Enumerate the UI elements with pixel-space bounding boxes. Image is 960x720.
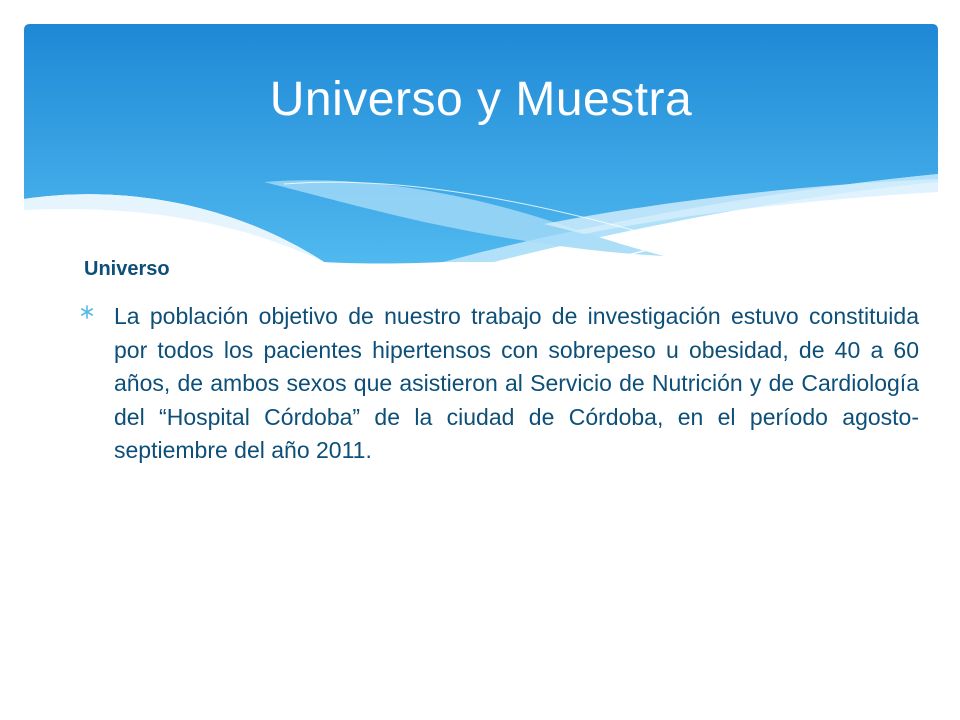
section-heading: Universo [84,258,170,280]
asterisk-bullet-icon [80,305,100,325]
banner-wave-graphic [24,24,938,264]
slide-title: Universo y Muestra [269,73,693,126]
title-banner [24,24,938,264]
bullet-text: La población objetivo de nuestro trabajo de investigación estuvo constituida por todos los pacientes hipertensos con sobrepeso u obesidad, de 40 a 60 años, de ambos sexos que asistieron al Servicio de Nutrición y de Cardiología del “Hospital Córdoba” de la ciudad de Córdoba, en el período agosto- septiembre del año 2011. [114,303,919,463]
